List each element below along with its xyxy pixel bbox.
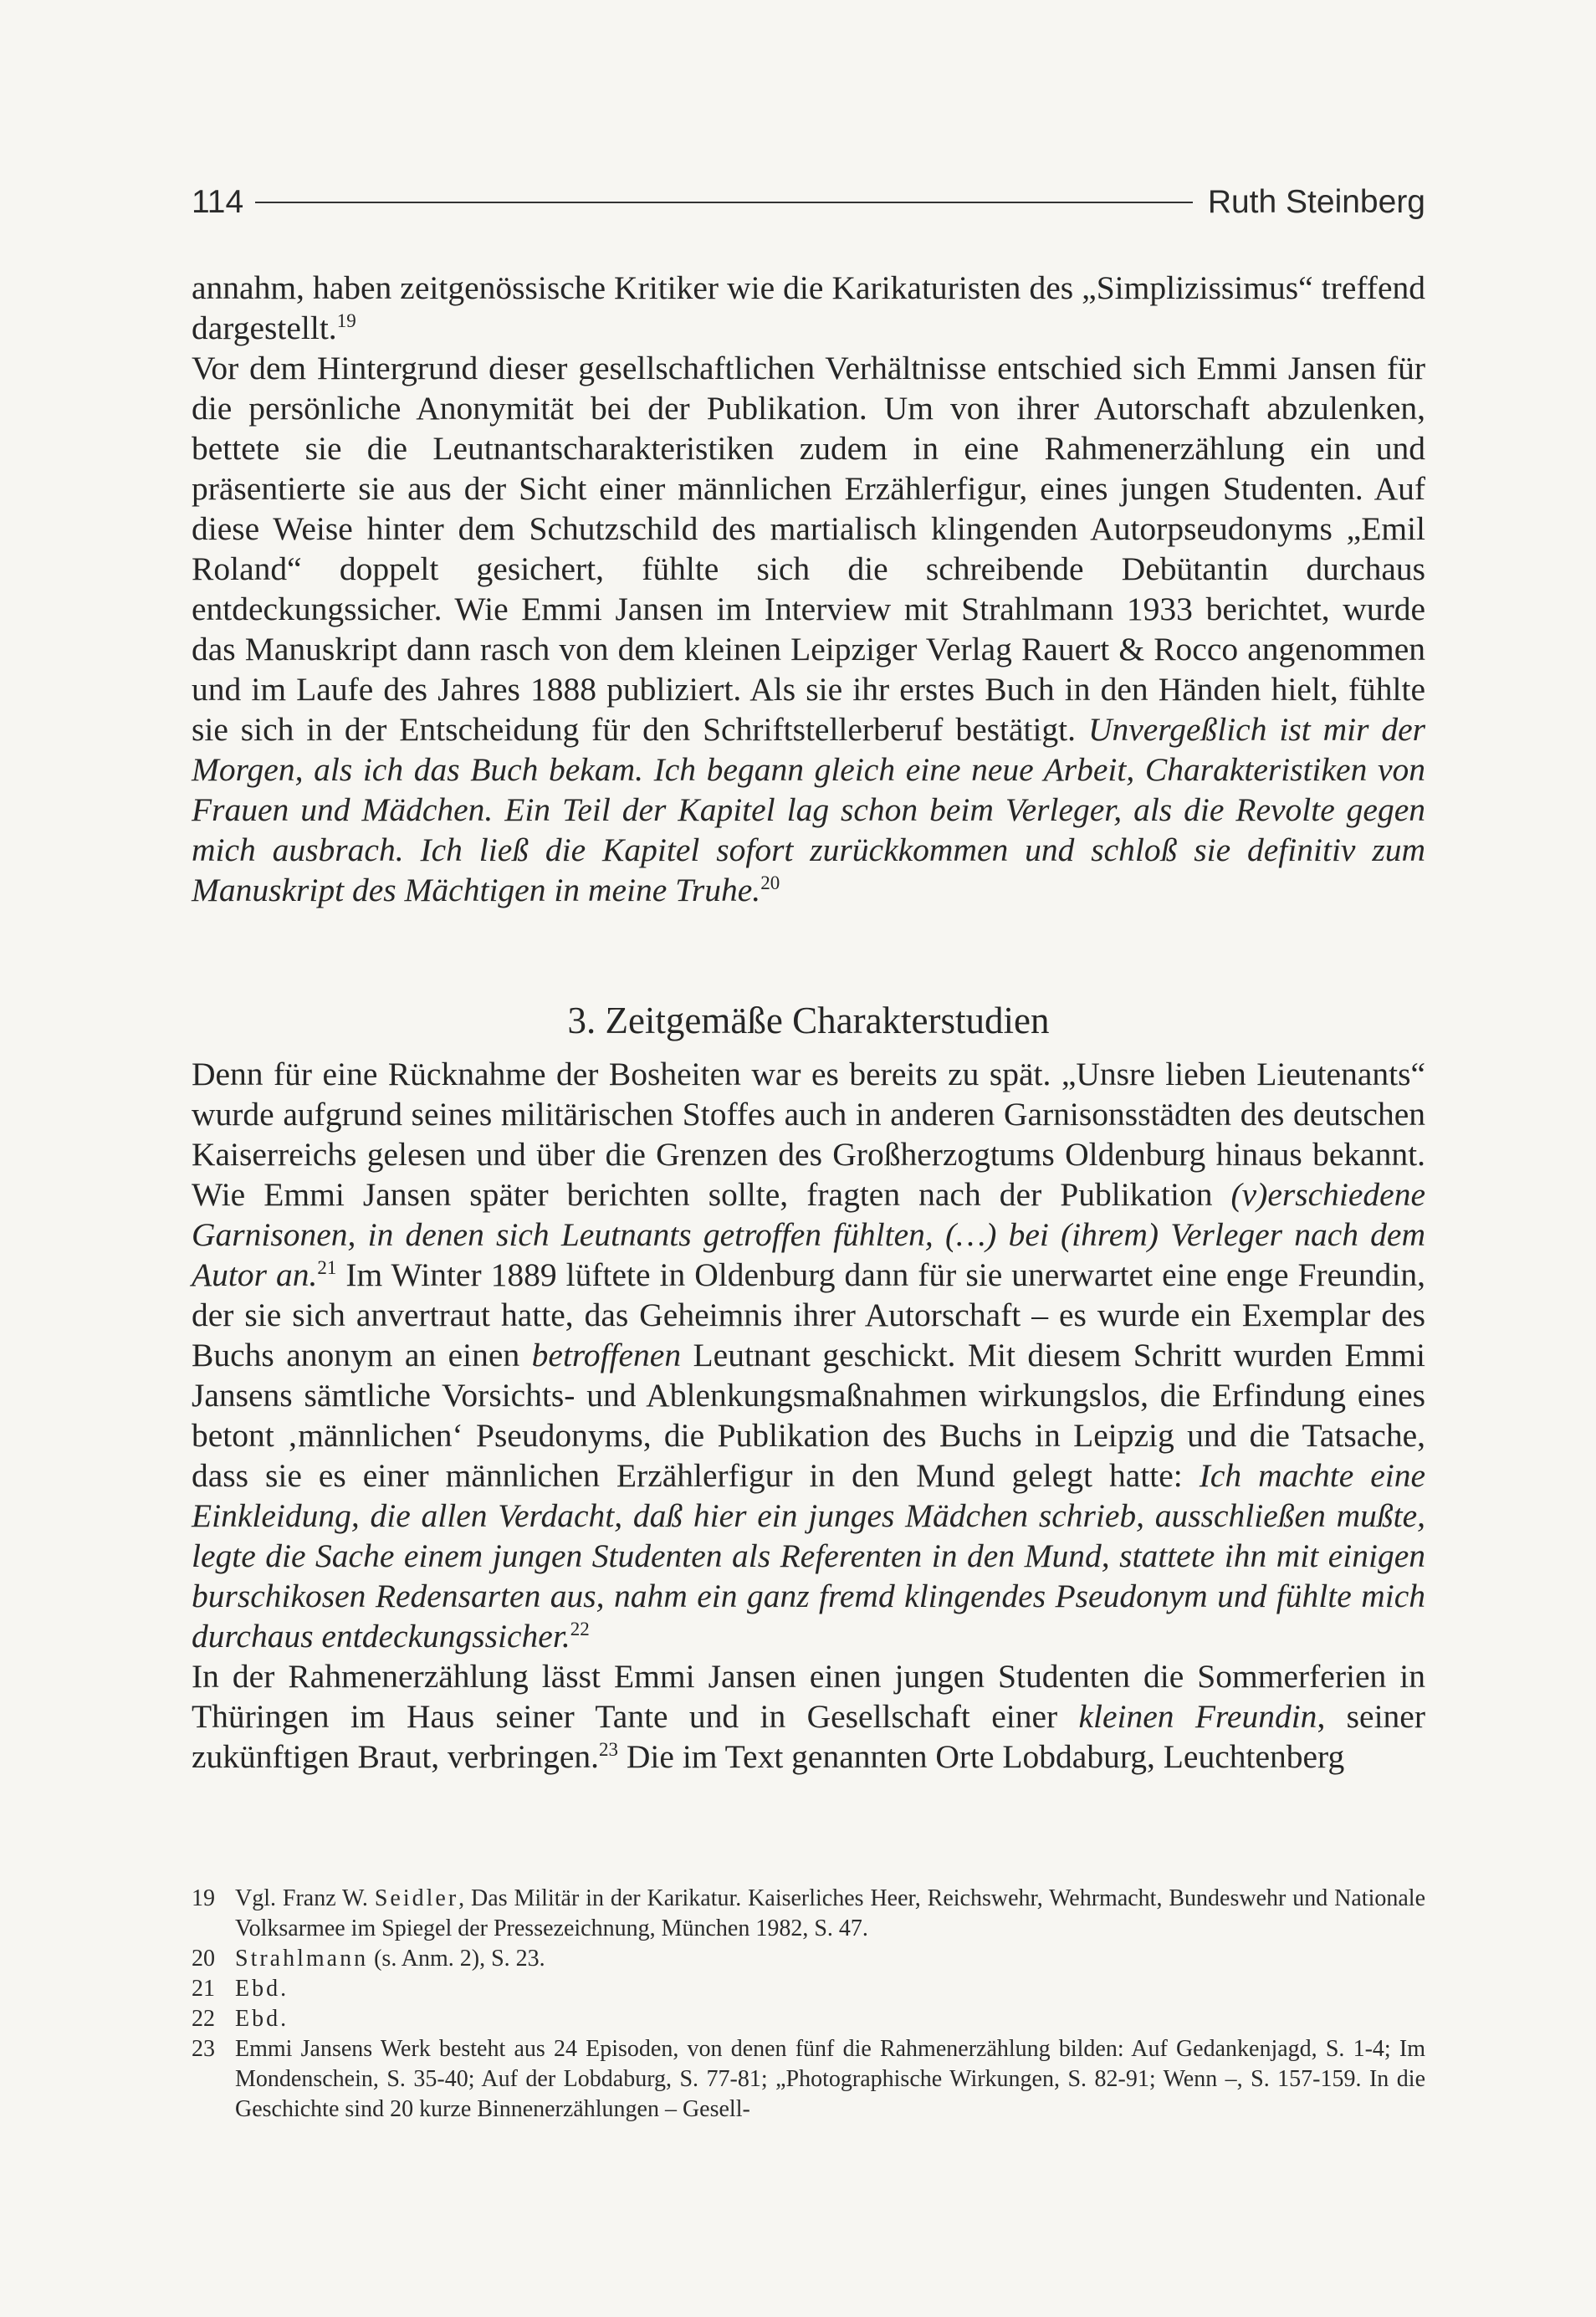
running-header [192,177,1425,228]
emphasis: kleinen Freundin [1078,1698,1317,1735]
footnote-number: 23 [192,2036,215,2062]
footnote-number: 22 [192,2006,215,2032]
footnote-ref[interactable]: 19 [336,309,356,331]
footnote-number: 20 [192,1946,215,1972]
footnote [192,1944,1425,1974]
quotation: Unvergeßlich ist mir der Morgen, als ich das Buch bekam. Ich begann gleich eine neue Arbeit, Charakteristiken von Frauen und Mädchen. Ein Teil der Kapitel lag schon beim Verleger, als die Revolte gegen mich ausbrach. Ich ließ die Kapitel sofort zurückkommen und schloß sie definitiv zum Manuskript des Mächtigen in meine Truhe. [192,711,1425,908]
footnote-number: 21 [192,1976,215,2002]
paragraph: In der Rahmenerzählung lässt Emmi Jansen einen jungen Studenten die Sommerferien in Thüringen im Haus seiner Tante und in Gesellschaft einer kleinen Freundin, seiner zukünftigen Braut, verbringen.$^{23}$ Die im Text genannten Orte Lobdaburg, Leuchtenberg [192,1658,1425,1775]
body-text-lower [192,1054,1425,1777]
paragraph: Vor dem Hintergrund dieser gesellschaftlichen Verhältnisse entschied sich Emmi Jansen für die persönliche Anonymität bei der Publikation. Um von ihrer Autorschaft abzulenken, bettete sie die Leutnantscharakteristiken zudem in eine Rahmenerzählung ein und präsentierte sie aus der Sicht einer männlichen Erzählerfigur, eines jungen Studenten. Auf diese Weise hinter dem Schutzschild des martialisch klingenden Autorpseudonyms „Emil Roland“ doppelt gesichert, fühlte sich die schreibende Debütantin durchaus entdeckungssicher. Wie Emmi Jansen im Interview mit Strahlmann 1933 berichtet, wurde das Manuskript dann rasch von dem kleinen Leipziger Verlag Rauert & Rocco angenommen und im Laufe des Jahres 1888 publiziert. Als sie ihr erstes Buch in den Händen hielt, fühlte sie sich in der Entscheidung für den Schriftstellerberuf bestätigt. Unvergeßlich ist mir der Morgen, als ich das Buch bekam. Ich begann gleich eine neue Arbeit, Charakteristiken von Frauen und Mädchen. Ein Teil der Kapitel lag schon beim Verleger, als die Revolte gegen mich ausbrach. Ich ließ die Kapitel sofort zurückkommen und schloß sie definitiv zum Manuskript des Mächtigen in meine Truhe.$^{20}$ [192,350,1425,908]
paragraph: annahm, haben zeitgenössische Kritiker wie die Karikaturisten des „Simplizissimus“ treffend dargestellt.$^{19}$ [192,269,1425,346]
footnote-text: Vgl. Franz W. Seidler, Das Militär in der Karikatur. Kaiserliches Heer, Reichswehr, Wehrmacht, Bundeswehr und Nationale Volksarmee im Spiegel der Pressezeichnung, München 1982, S. 47. [235,1885,1425,1941]
paragraph: Denn für eine Rücknahme der Bosheiten war es bereits zu spät. „Unsre lieben Lieutenants“ wurde aufgrund seines militärischen Stoffes auch in anderen Garnisonsstädten des deutschen Kaiserreichs gelesen und über die Grenzen des Großherzogtums Oldenburg hinaus bekannt. Wie Emmi Jansen später berichten sollte, fragten nach der Publikation (v)erschiedene Garnisonen, in denen sich Leutnants getroffen fühlten, (…) bei (ihrem) Verleger nach dem Autor an.$^{21}$ Im Winter 1889 lüftete in Oldenburg dann für sie unerwartet eine enge Freundin, der sie sich anvertraut hatte, das Geheimnis ihrer Autorschaft – es wurde ein Exemplar des Buchs anonym an einen betroffenen Leutnant geschickt. Mit diesem Schritt wurden Emmi Jansens sämtliche Vorsichts- und Ablenkungsmaßnahmen wirkungslos, die Erfindung eines betont ‚männlichen‘ Pseudonyms, die Publikation des Buchs in Leipzig und die Tatsache, dass sie es einer männlichen Erzählerfigur in den Mund gelegt hatte: Ich machte eine Einkleidung, die allen Verdacht, daß hier ein junges Mädchen schrieb, ausschließen mußte, legte die Sache einem jungen Studenten als Referenten in den Mund, stattete ihn mit einigen burschikosen Redensarten aus, nahm ein ganz fremd klingendes Pseudonym und fühlte mich durchaus entdeckungssicher.$^{22}$ [192,1056,1426,1655]
footnote-text [235,1974,1425,2004]
quotation: (v)erschiedene Garnisonen, in denen sich Leutnants getroffen fühlten, (…) bei (ihrem) Verleger nach dem Autor an. [192,1176,1425,1293]
footnote-text: Strahlmann (s. Anm. 2), S. 23. [235,1946,545,1972]
footnote-text: Emmi Jansens Werk besteht aus 24 Episoden, von denen fünf die Rahmenerzählung bilden: Auf Gedankenjagd, S. 1-4; Im Mondenschein, S. 35-40; Auf der Lobdaburg, S. 77-81; „Photographische Wirkungen, S. 82-91; Wenn –, S. 157-159. In die Geschichte sind 20 kurze Binnenerzählungen – Gesell- [235,2036,1425,2122]
header-rule [255,202,1193,203]
footnote-ref[interactable]: 20 [760,872,780,893]
footnote-ref[interactable]: 21 [317,1256,337,1278]
running-title: Ruth Steinberg [1207,184,1425,220]
section-heading: 3. Zeitgemäße Charakterstudien [567,1000,1050,1041]
footnote [192,2004,1425,2034]
footnote-number: 19 [192,1885,215,1911]
author-name: Strahlmann [235,1946,369,1972]
quotation: Ich machte eine Einkleidung, die allen Verdacht, daß hier ein junges Mädchen schrieb, ausschließen mußte, legte die Sache einem jungen Studenten als Referenten in den Mund, stattete ihn mit einigen burschikosen Redensarten aus, nahm ein ganz fremd klingendes Pseudonym und fühlte mich durchaus entdeckungssicher. [192,1457,1426,1655]
footnote [192,1974,1425,2004]
author-name: Ebd. [235,1976,289,2002]
footnotes [192,1884,1425,2125]
body-text-upper [192,268,1425,910]
page-number: 114 [192,184,244,220]
author-name: Ebd. [235,2006,289,2032]
footnote-text [235,2004,1425,2034]
emphasis: betroffenen [531,1337,682,1373]
footnote [192,2034,1425,2125]
footnote [192,1884,1425,1944]
footnote-ref[interactable]: 22 [570,1618,590,1639]
author-name: Seidler [374,1885,459,1911]
footnote-ref[interactable]: 23 [599,1738,619,1760]
